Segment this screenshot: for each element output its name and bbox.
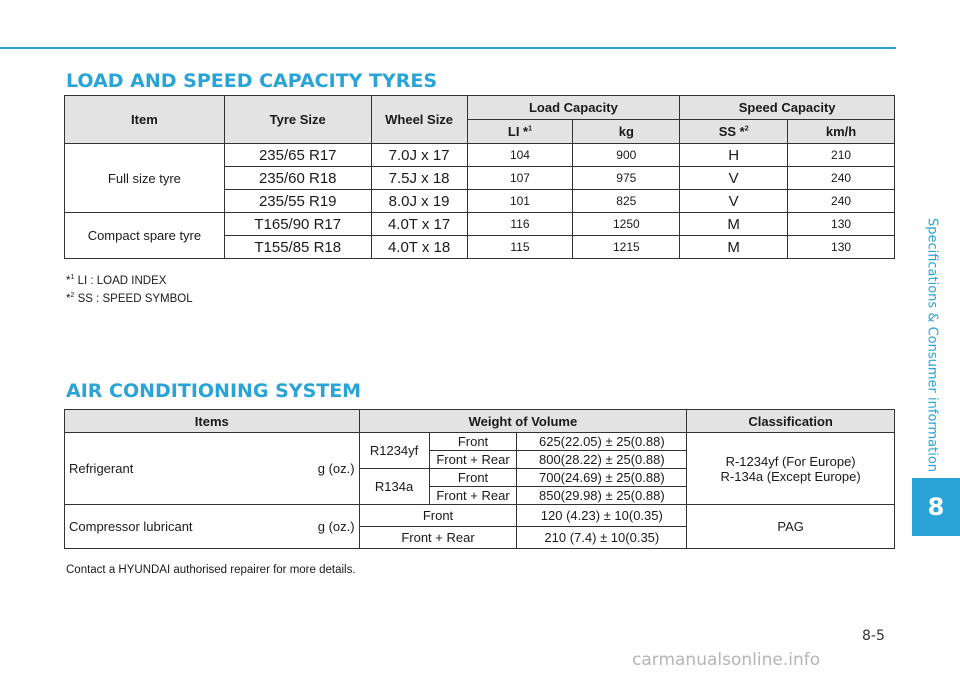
- position-cell: Front: [359, 505, 517, 527]
- li-cell: 104: [467, 144, 573, 167]
- kmh-cell: 130: [788, 236, 895, 259]
- col-kg: kg: [573, 120, 680, 144]
- wheel-size-cell: 7.5J x 18: [371, 167, 467, 190]
- col-ss: SS *$^2$: [680, 120, 788, 144]
- refrigerant-item: Refrigerant g (oz.): [65, 433, 360, 505]
- ac-section-title: AIR CONDITIONING SYSTEM: [66, 380, 362, 402]
- ss-cell: H: [680, 144, 788, 167]
- tyre-size-cell: 235/60 R18: [224, 167, 371, 190]
- table-row: [65, 505, 895, 527]
- lubricant-classification: PAG: [687, 505, 895, 549]
- wheel-size-cell: 4.0T x 18: [371, 236, 467, 259]
- li-cell: 101: [467, 190, 573, 213]
- tyre-size-cell: T165/90 R17: [224, 213, 371, 236]
- wheel-size-cell: 7.0J x 17: [371, 144, 467, 167]
- value-cell: 800(28.22) ± 25(0.88): [517, 451, 687, 469]
- ss-cell: V: [680, 167, 788, 190]
- value-cell: 625(22.05) ± 25(0.88): [517, 433, 687, 451]
- tyres-section-title: LOAD AND SPEED CAPACITY TYRES: [66, 70, 438, 92]
- value-cell: 700(24.69) ± 25(0.88): [517, 469, 687, 487]
- col-weight: Weight of Volume: [359, 410, 687, 433]
- tyre-size-cell: 235/55 R19: [224, 190, 371, 213]
- wheel-size-cell: 8.0J x 19: [371, 190, 467, 213]
- kmh-cell: 240: [788, 190, 895, 213]
- position-cell: Front: [429, 469, 517, 487]
- value-cell: 850(29.98) ± 25(0.88): [517, 487, 687, 505]
- ss-cell: M: [680, 213, 788, 236]
- chapter-tab: 8: [912, 478, 960, 536]
- kg-cell: 1250: [573, 213, 680, 236]
- table-row: [65, 213, 895, 236]
- watermark: carmanualsonline.info: [632, 650, 821, 670]
- ss-cell: V: [680, 190, 788, 213]
- footnote-ss: *$^2$ SS : SPEED SYMBOL: [66, 292, 193, 305]
- group-label: Compact spare tyre: [65, 213, 225, 259]
- lubricant-item: Compressor lubricant g (oz.): [65, 505, 360, 549]
- value-cell: 210 (7.4) ± 10(0.35): [517, 527, 687, 549]
- page-number: 8-5: [862, 628, 885, 644]
- r134a-label: R134a: [359, 469, 429, 505]
- refrigerant-classification: R-1234yf (For Europe) R-134a (Except Europe): [687, 433, 895, 505]
- position-cell: Front + Rear: [429, 451, 517, 469]
- footnote-li: *$^1$ LI : LOAD INDEX: [66, 274, 167, 287]
- table-row: [65, 144, 895, 167]
- kmh-cell: 210: [788, 144, 895, 167]
- position-cell: Front + Rear: [429, 487, 517, 505]
- col-load-capacity: Load Capacity: [467, 96, 680, 120]
- wheel-size-cell: 4.0T x 17: [371, 213, 467, 236]
- position-cell: Front + Rear: [359, 527, 517, 549]
- tyre-size-cell: T155/85 R18: [224, 236, 371, 259]
- col-speed-capacity: Speed Capacity: [680, 96, 895, 120]
- tyre-capacity-table: [64, 95, 895, 259]
- repairer-note: Contact a HYUNDAI authorised repairer for more details.: [66, 564, 356, 576]
- table-row: [65, 433, 895, 451]
- li-cell: 115: [467, 236, 573, 259]
- value-cell: 120 (4.23) ± 10(0.35): [517, 505, 687, 527]
- kg-cell: 900: [573, 144, 680, 167]
- kg-cell: 1215: [573, 236, 680, 259]
- col-wheel-size: Wheel Size: [371, 96, 467, 144]
- col-item: Item: [65, 96, 225, 144]
- kmh-cell: 130: [788, 213, 895, 236]
- ss-cell: M: [680, 236, 788, 259]
- group-label: Full size tyre: [65, 144, 225, 213]
- kg-cell: 825: [573, 190, 680, 213]
- top-rule: [0, 47, 896, 49]
- col-kmh: km/h: [788, 120, 895, 144]
- position-cell: Front: [429, 433, 517, 451]
- col-classification: Classification: [687, 410, 895, 433]
- li-cell: 107: [467, 167, 573, 190]
- r1234yf-label: R1234yf: [359, 433, 429, 469]
- col-tyre-size: Tyre Size: [224, 96, 371, 144]
- ac-system-table: [64, 409, 895, 549]
- li-cell: 116: [467, 213, 573, 236]
- kmh-cell: 240: [788, 167, 895, 190]
- tyre-size-cell: 235/65 R17: [224, 144, 371, 167]
- kg-cell: 975: [573, 167, 680, 190]
- col-items: Items: [65, 410, 360, 433]
- col-li: LI *$^1$: [467, 120, 573, 144]
